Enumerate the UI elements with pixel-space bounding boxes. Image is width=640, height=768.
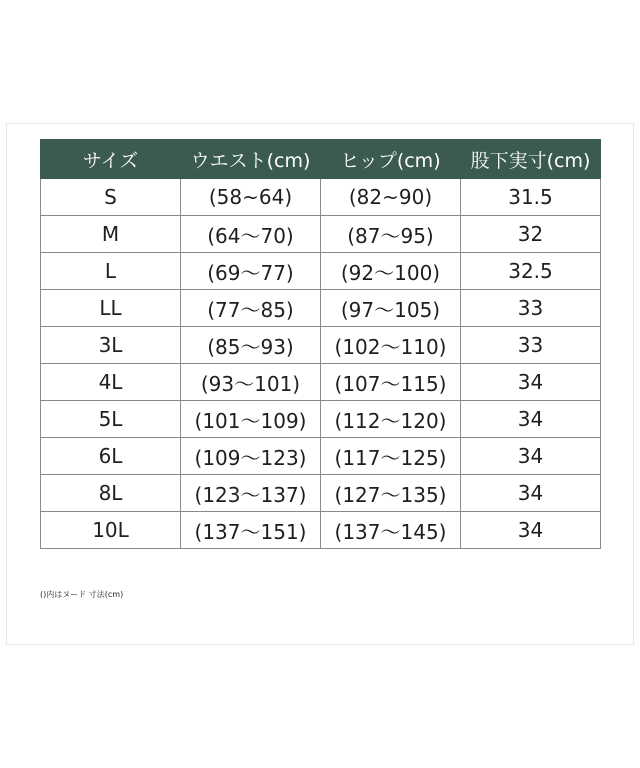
cell-size: M bbox=[41, 216, 181, 253]
cell-size: L bbox=[41, 253, 181, 290]
cell-hip: (82~90) bbox=[321, 179, 461, 216]
table-row bbox=[41, 364, 601, 401]
cell-inseam: 33 bbox=[461, 327, 601, 364]
cell-size: S bbox=[41, 179, 181, 216]
cell-waist: (137〜151) bbox=[181, 512, 321, 549]
cell-waist: (123〜137) bbox=[181, 475, 321, 512]
cell-size: 3L bbox=[41, 327, 181, 364]
cell-waist: (64〜70) bbox=[181, 216, 321, 253]
cell-waist: (101〜109) bbox=[181, 401, 321, 438]
table-row bbox=[41, 253, 601, 290]
cell-size: LL bbox=[41, 290, 181, 327]
header-size: サイズ bbox=[41, 140, 181, 179]
cell-inseam: 34 bbox=[461, 438, 601, 475]
cell-inseam: 34 bbox=[461, 512, 601, 549]
cell-size: 4L bbox=[41, 364, 181, 401]
cell-waist: (93〜101) bbox=[181, 364, 321, 401]
table-row bbox=[41, 475, 601, 512]
cell-hip: (127〜135) bbox=[321, 475, 461, 512]
cell-hip: (117〜125) bbox=[321, 438, 461, 475]
cell-hip: (87〜95) bbox=[321, 216, 461, 253]
cell-hip: (102〜110) bbox=[321, 327, 461, 364]
cell-waist: (77〜85) bbox=[181, 290, 321, 327]
cell-inseam: 32 bbox=[461, 216, 601, 253]
cell-inseam: 33 bbox=[461, 290, 601, 327]
cell-inseam: 32.5 bbox=[461, 253, 601, 290]
table-row bbox=[41, 179, 601, 216]
cell-waist: (109〜123) bbox=[181, 438, 321, 475]
cell-hip: (112〜120) bbox=[321, 401, 461, 438]
size-chart-table bbox=[40, 139, 601, 549]
table-header-row bbox=[41, 140, 601, 179]
cell-hip: (137〜145) bbox=[321, 512, 461, 549]
table-row bbox=[41, 512, 601, 549]
cell-size: 5L bbox=[41, 401, 181, 438]
header-waist: ウエスト(cm) bbox=[181, 140, 321, 179]
cell-hip: (92〜100) bbox=[321, 253, 461, 290]
header-inseam: 股下実寸(cm) bbox=[461, 140, 601, 179]
cell-inseam: 34 bbox=[461, 364, 601, 401]
table-row bbox=[41, 290, 601, 327]
table-row bbox=[41, 401, 601, 438]
table-row bbox=[41, 216, 601, 253]
cell-waist: (58~64) bbox=[181, 179, 321, 216]
cell-size: 8L bbox=[41, 475, 181, 512]
table-row bbox=[41, 438, 601, 475]
cell-size: 10L bbox=[41, 512, 181, 549]
header-hip: ヒップ(cm) bbox=[321, 140, 461, 179]
cell-inseam: 34 bbox=[461, 475, 601, 512]
nude-measurement-note: ()内はヌード 寸法(cm) bbox=[40, 590, 124, 599]
cell-waist: (69〜77) bbox=[181, 253, 321, 290]
cell-size: 6L bbox=[41, 438, 181, 475]
cell-hip: (107〜115) bbox=[321, 364, 461, 401]
cell-inseam: 34 bbox=[461, 401, 601, 438]
table-row bbox=[41, 327, 601, 364]
cell-hip: (97〜105) bbox=[321, 290, 461, 327]
cell-waist: (85〜93) bbox=[181, 327, 321, 364]
cell-inseam: 31.5 bbox=[461, 179, 601, 216]
